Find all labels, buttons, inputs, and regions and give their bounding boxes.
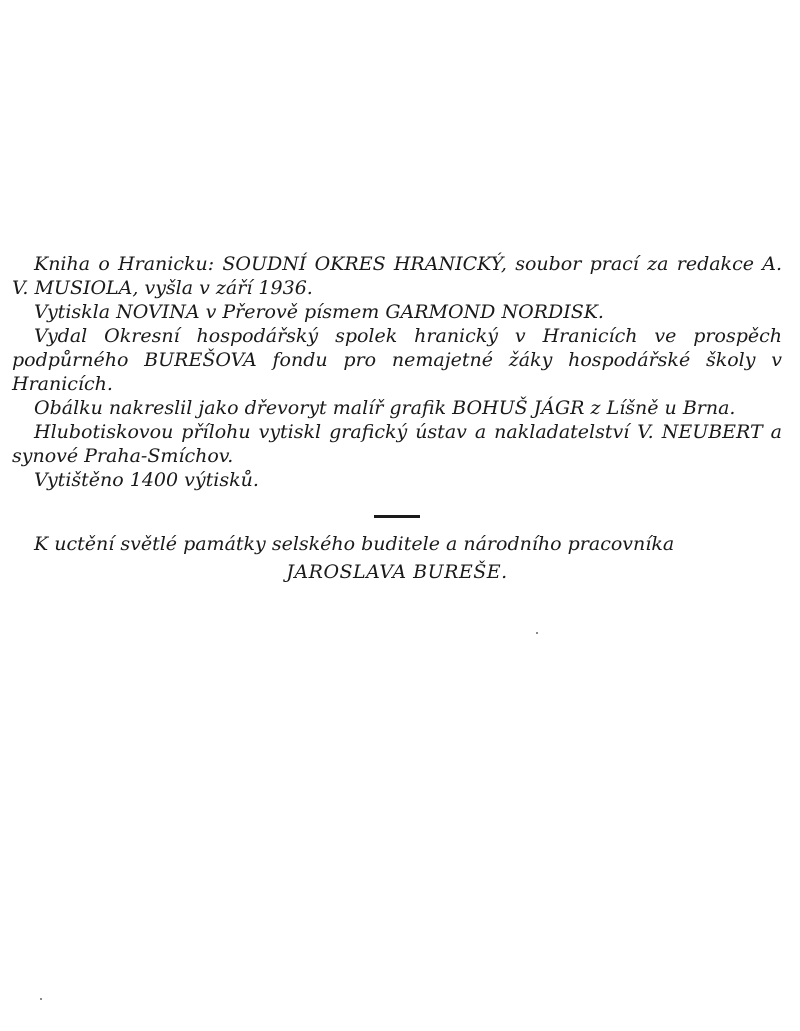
colophon-paragraph-print-run: Vytištěno 1400 výtisků. [34, 469, 259, 491]
paper-speck [536, 632, 538, 634]
dedication-text: K uctění světlé památky selského buditele a národního pracovníka [34, 533, 675, 555]
colophon-paragraph-photogravure: Hlubotiskovou přílohu vytiskl grafický ústav a nakladatelství V. NEUBERT a synové Praha-Smíchov. [12, 421, 782, 467]
paper-speck [40, 998, 42, 1000]
colophon-paragraph-publication: Kniha o Hranicku: SOUDNÍ OKRES HRANICKÝ, soubor prací za redakce A. V. MUSIOLA, vyšla v září 1936. [12, 253, 782, 299]
colophon-paragraph-printer: Vytiskla NOVINA v Přerově písmem GARMOND NORDISK. [34, 301, 604, 323]
colophon-paragraph-publisher: Vydal Okresní hospodářský spolek hranický v Hranicích ve prospěch podpůrného BUREŠOVA fondu pro nemajetné žáky hospodářské školy v Hranicích. [12, 325, 782, 395]
separator-rule [374, 515, 420, 518]
colophon-paragraph-cover: Obálku nakreslil jako dřevoryt malíř grafik BOHUŠ JÁGR z Líšně u Brna. [34, 397, 736, 419]
colophon-block [12, 252, 782, 584]
dedication-name: JAROSLAVA BUREŠE. [286, 561, 508, 583]
